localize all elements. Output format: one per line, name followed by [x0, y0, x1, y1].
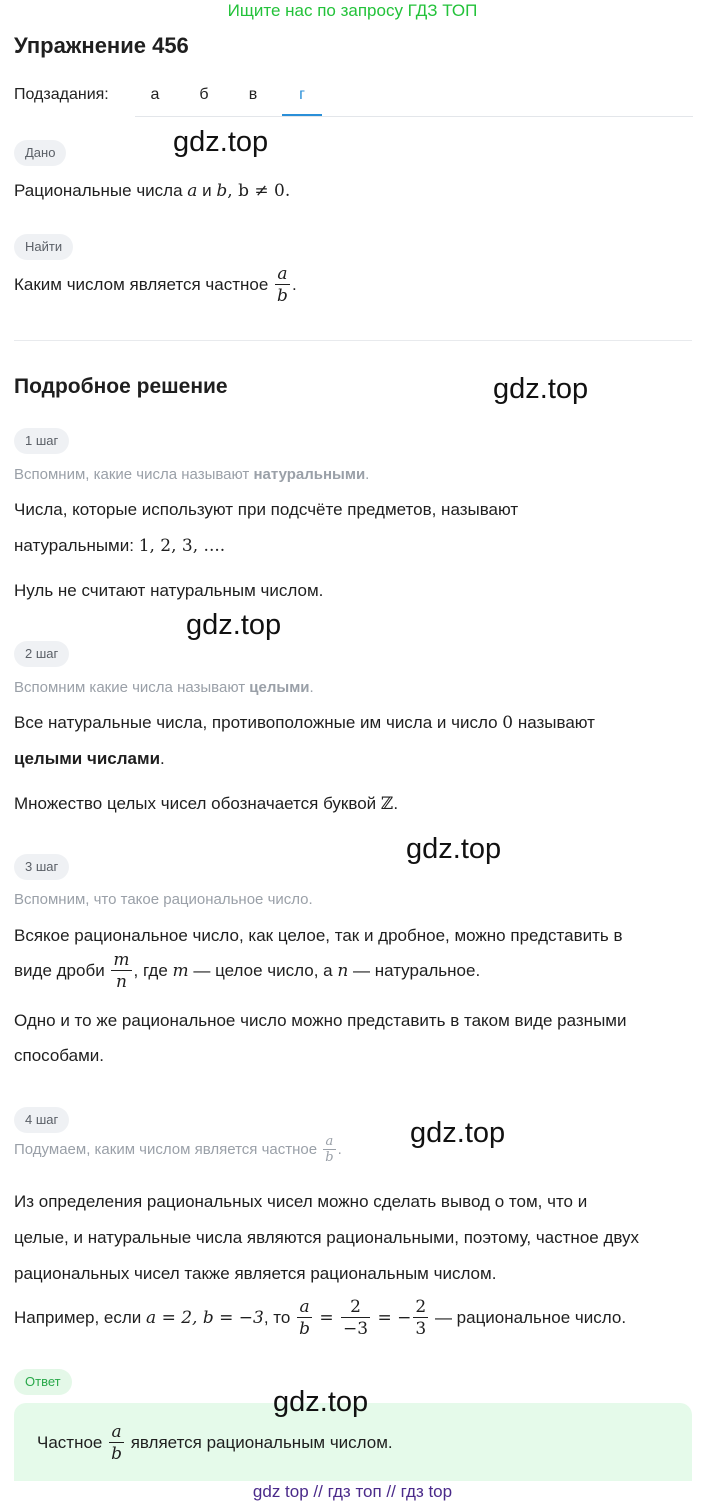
page-title: Упражнение 456 — [14, 33, 189, 58]
tab-g[interactable]: г — [282, 86, 322, 116]
section-divider — [14, 340, 692, 341]
step2-p3: Множество целых чисел обозначается буквой ℤ. — [14, 794, 399, 814]
answer-chip: Ответ — [14, 1369, 72, 1395]
watermark: gdz.top — [406, 833, 502, 865]
step3-p2: виде дроби $\frac{m}{n}$ , где m — целое число, а n — натуральное. — [14, 950, 481, 992]
footer-links[interactable]: gdz top // гдз топ // гдз top — [252, 1482, 453, 1501]
step4-p1: Из определения рациональных чисел можно сделать вывод о том, что и — [14, 1192, 588, 1211]
given-text: Рациональные числа a и b, b ≠ 0. — [14, 181, 291, 201]
step1-p3: Нуль не считают натуральным числом. — [14, 581, 324, 600]
tab-v[interactable]: в — [248, 86, 258, 103]
subtasks-label: Подзадания: — [14, 86, 109, 103]
solution-title: Подробное решение — [14, 375, 228, 398]
tab-b[interactable]: б — [199, 86, 209, 103]
step4-chip: 4 шаг — [14, 1107, 69, 1133]
step2-chip: 2 шаг — [14, 641, 69, 667]
step3-chip: 3 шаг — [14, 854, 69, 880]
given-chip: Дано — [14, 140, 66, 166]
watermark: gdz.top — [410, 1117, 506, 1149]
step3-p3: Одно и то же рациональное число можно представить в таком виде разными — [14, 1011, 627, 1030]
step1-p1: Числа, которые используют при подсчёте предметов, называют — [14, 500, 519, 519]
step2-p1: Все натуральные числа, противоположные им числа и число 0 называют — [14, 713, 595, 733]
subtask-tabs — [135, 78, 693, 117]
tab-a[interactable]: а — [150, 86, 160, 103]
step2-p2: целыми числами. — [14, 749, 165, 768]
watermark: gdz.top — [493, 373, 589, 405]
step1-p2: натуральными: 1, 2, 3, .... — [14, 536, 226, 556]
watermark: gdz.top — [186, 609, 282, 641]
step1-hint: Вспомним, какие числа называют натуральными. — [14, 466, 370, 483]
step2-hint: Вспомним какие числа называют целыми. — [14, 679, 314, 696]
search-banner: Ищите нас по запросу ГДЗ ТОП — [227, 1, 478, 20]
step3-hint: Вспомним, что такое рациональное число. — [14, 891, 313, 908]
step3-p1: Всякое рациональное число, как целое, так и дробное, можно представить в — [14, 926, 623, 945]
step4-p3: рациональных чисел также является рациональным числом. — [14, 1264, 497, 1283]
find-chip: Найти — [14, 234, 73, 260]
step3-p4: способами. — [14, 1046, 105, 1065]
step1-chip: 1 шаг — [14, 428, 69, 454]
watermark: gdz.top — [173, 126, 269, 158]
answer-text: Частное $\frac{a}{b}$ является рациональным числом. — [37, 1422, 393, 1464]
step4-p2: целые, и натуральные числа являются рациональными, поэтому, частное двух — [14, 1228, 640, 1247]
step4-example: Например, если a = 2, b = −3, то $\frac{a}{b}$ = $\frac{2}{-3}$ = − $\frac{2}{3}$ — рациональное число. — [14, 1297, 627, 1339]
find-text: Каким числом является частное $\frac{a}{b}$ . — [14, 264, 297, 306]
step4-hint: Подумаем, каким числом является частное $\frac{a}{b}$ . — [14, 1134, 342, 1165]
watermark: gdz.top — [273, 1386, 369, 1418]
